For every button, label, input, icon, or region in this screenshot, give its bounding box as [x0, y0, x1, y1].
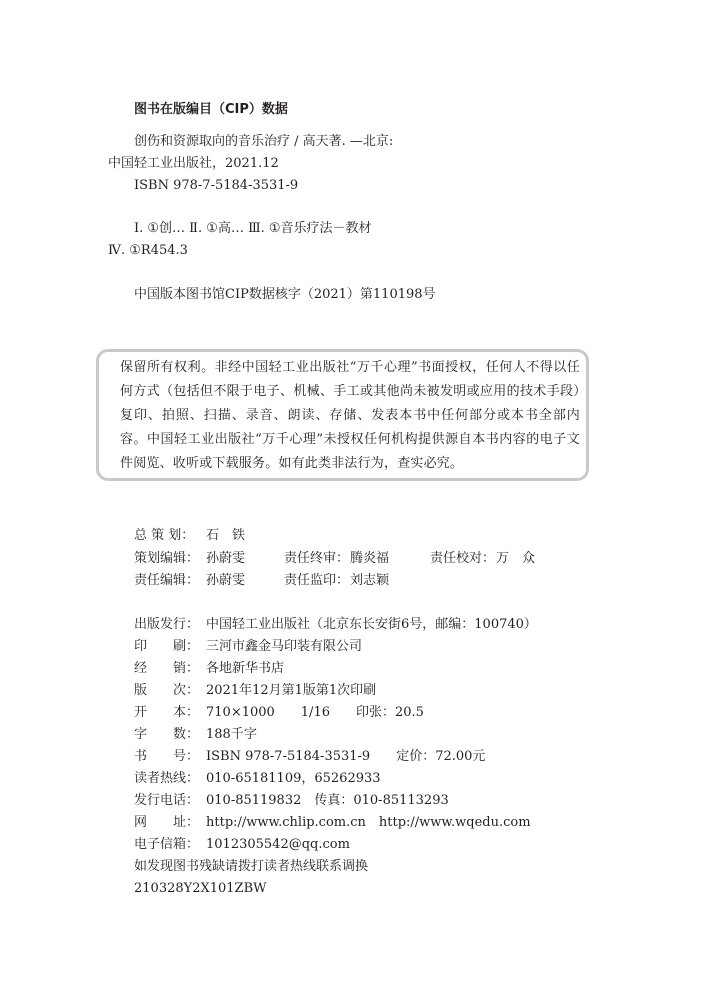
credit-editor-label: 责任编辑：	[134, 573, 200, 588]
credit-planning-editor-label: 策划编辑：	[134, 551, 200, 566]
website-value[interactable]: http://www.chlip.com.cn http://www.wqedu.com	[206, 815, 531, 830]
credit-final-review-label: 责任终审：	[284, 551, 350, 566]
edition-label: 版 次：	[134, 683, 200, 698]
email-value[interactable]: 1012305542@qq.com	[206, 837, 350, 852]
credit-planning-editor: 孙蔚雯	[206, 551, 246, 566]
sales-phone-label: 发行电话：	[134, 793, 200, 808]
print-code: 210328Y2X101ZBW	[134, 881, 267, 896]
copyright-notice-text: 保留所有权利。非经中国轻工业出版社“万千心理”书面授权，任何人不得以任何方式（包括但不限于电子、机械、手工或其他尚未被发明或应用的技术手段）复印、拍照、扫描、录音、朗读、存储、发表本书中任何部分或本书全部内容。中国轻工业出版社“万千心理”未授权任何机构提供源自本书内容的电子文件阅览、收听或下载服务。如有此类非法行为，查实必究。	[120, 360, 580, 471]
reader-hotline-value: 010-65181109，65262933	[206, 771, 381, 786]
credit-planner-label: 总 策 划：	[134, 528, 195, 543]
credit-supervisor-label: 责任监印：	[284, 573, 350, 588]
cip-heading: 图书在版编目（CIP）数据	[134, 102, 288, 117]
cip-classification-line: Ⅰ. ①创… Ⅱ. ①高… Ⅲ. ①音乐疗法－教材	[134, 221, 372, 236]
word-count-label: 字 数：	[134, 727, 200, 742]
printer-label: 印 刷：	[134, 639, 200, 654]
publisher-label: 出版发行：	[134, 617, 200, 632]
printer-value: 三河市鑫金马印装有限公司	[206, 639, 363, 654]
defect-note: 如发现图书残缺请拨打读者热线联系调换	[134, 859, 369, 874]
email-label: 电子信箱：	[134, 837, 200, 852]
isbn-price-value: ISBN 978-7-5184-3531-9 定价：72.00元	[206, 749, 486, 764]
distributor-label: 经 销：	[134, 661, 200, 676]
cip-title-line: 创伤和资源取向的音乐治疗 / 高天著. —北京:	[134, 134, 394, 149]
credit-final-review: 腾炎福	[350, 551, 390, 566]
format-value: 710×1000 1/16 印张：20.5	[206, 705, 424, 720]
edition-value: 2021年12月第1版第1次印刷	[206, 683, 377, 698]
credit-proofreader: 万 众	[496, 551, 536, 566]
credit-planner: 石 铁	[206, 528, 246, 543]
credit-supervisor: 刘志颖	[350, 573, 390, 588]
credit-editor: 孙蔚雯	[206, 573, 246, 588]
credit-proofreader-label: 责任校对：	[430, 551, 496, 566]
website-label: 网 址：	[134, 815, 200, 830]
distributor-value: 各地新华书店	[206, 661, 285, 676]
cip-classification-line-2: Ⅳ. ①R454.3	[108, 243, 188, 258]
isbn-label: 书 号：	[134, 749, 200, 764]
cip-isbn-line: ISBN 978-7-5184-3531-9	[134, 178, 299, 193]
publisher-value: 中国轻工业出版社（北京东长安街6号，邮编：100740）	[206, 617, 537, 632]
cip-record-number: 中国版本图书馆CIP数据核字（2021）第110198号	[134, 287, 436, 302]
format-label: 开 本：	[134, 705, 200, 720]
cip-publisher-line: 中国轻工业出版社，2021.12	[108, 156, 279, 171]
word-count-value: 188千字	[206, 727, 257, 742]
sales-phone-value: 010-85119832 传真：010-85113293	[206, 793, 449, 808]
reader-hotline-label: 读者热线：	[134, 771, 200, 786]
